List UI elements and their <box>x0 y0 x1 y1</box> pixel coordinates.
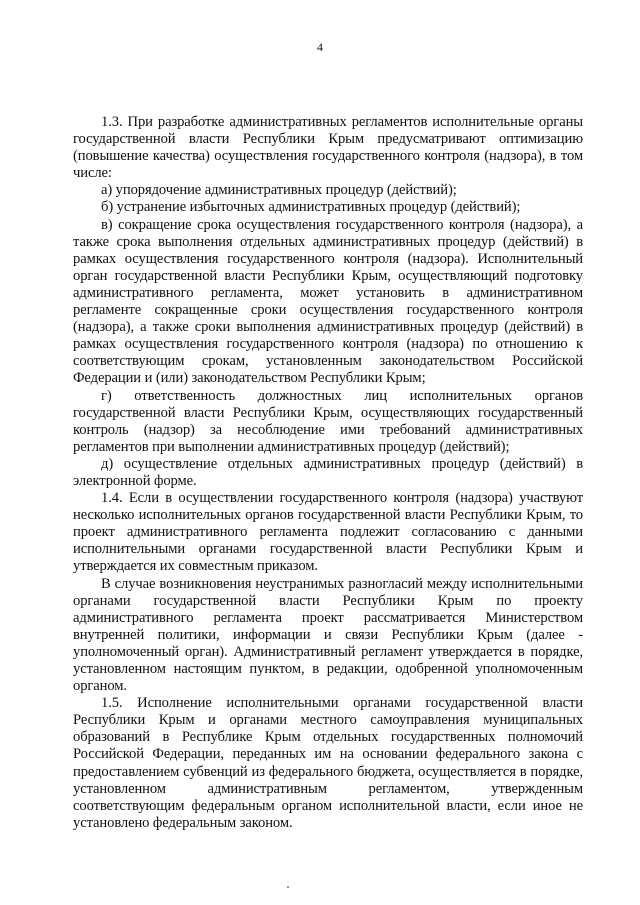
list-item-b: б) устранение избыточных административных процедур (действий); <box>101 199 521 216</box>
list-item-a: а) упорядочение административных процедур (действий); <box>101 182 457 199</box>
document-body <box>73 114 583 832</box>
list-item-d: д) осуществление отдельных административных процедур (действий) в электронной форме. <box>73 455 583 489</box>
paragraph-disagreements: В случае возникновения неустранимых разногласий между исполнительными органами государственной власти Республики Крым по проекту административного регламента проект рассматривается Министерством внутренней политики, информации и связи Республики Крым (далее - уполномоченный орган). Административный регламент утверждается в порядке, установленном настоящим пунктом, в редакции, одобренной уполномоченным органом. <box>73 575 583 695</box>
scan-artifact <box>287 886 289 888</box>
paragraph-1-3: 1.3. При разработке административных регламентов исполнительные органы государственной власти Республики Крым предусматривают оптимизацию (повышение качества) осуществления государственного контроля (надзора), в том числе: <box>73 114 583 182</box>
paragraph-1-4: 1.4. Если в осуществлении государственного контроля (надзора) участвуют несколько исполнительных органов государственной власти Республики Крым, то проект административного регламента подлежит согласованию с данными исполнительными органами государственной власти Республики Крым и утверждается их совместным приказом. <box>73 490 583 575</box>
paragraph-1-5: 1.5. Исполнение исполнительными органами государственной власти Республики Крым и органами местного самоуправления муниципальных образований в Республике Крым отдельных государственных полномочий Российской Федерации, переданных им на основании федерального закона с предоставлением субвенций из федерального бюджета, осуществляется в порядке, установленном административным регламентом, утвержденным соответствующим федеральным органом исполнительной власти, если иное не установлено федеральным законом. <box>73 695 583 831</box>
list-item-v: в) сокращение срока осуществления государственного контроля (надзора), а также срока выполнения отдельных административных процедур (действий) в рамках осуществления государственного контроля (надзора). Исполнительный орган государственной власти Республики Крым, осуществляющий подготовку административного регламента, может установить в административном регламенте сокращенные сроки осуществления государственного контроля (надзора), а также сроки выполнения административных процедур (действий) в рамках осуществления государственного контроля (надзора) по отношению к соответствующим срокам, установленным законодательством Российской Федерации и (или) законодательством Республики Крым; <box>73 216 583 387</box>
page-number: 4 <box>317 40 323 54</box>
list-item-g: г) ответственность должностных лиц исполнительных органов государственной власти Республики Крым, осуществляющих государственный контроль (надзор) за несоблюдение ими требований административных регламентов при выполнении административных процедур (действий); <box>73 387 583 455</box>
